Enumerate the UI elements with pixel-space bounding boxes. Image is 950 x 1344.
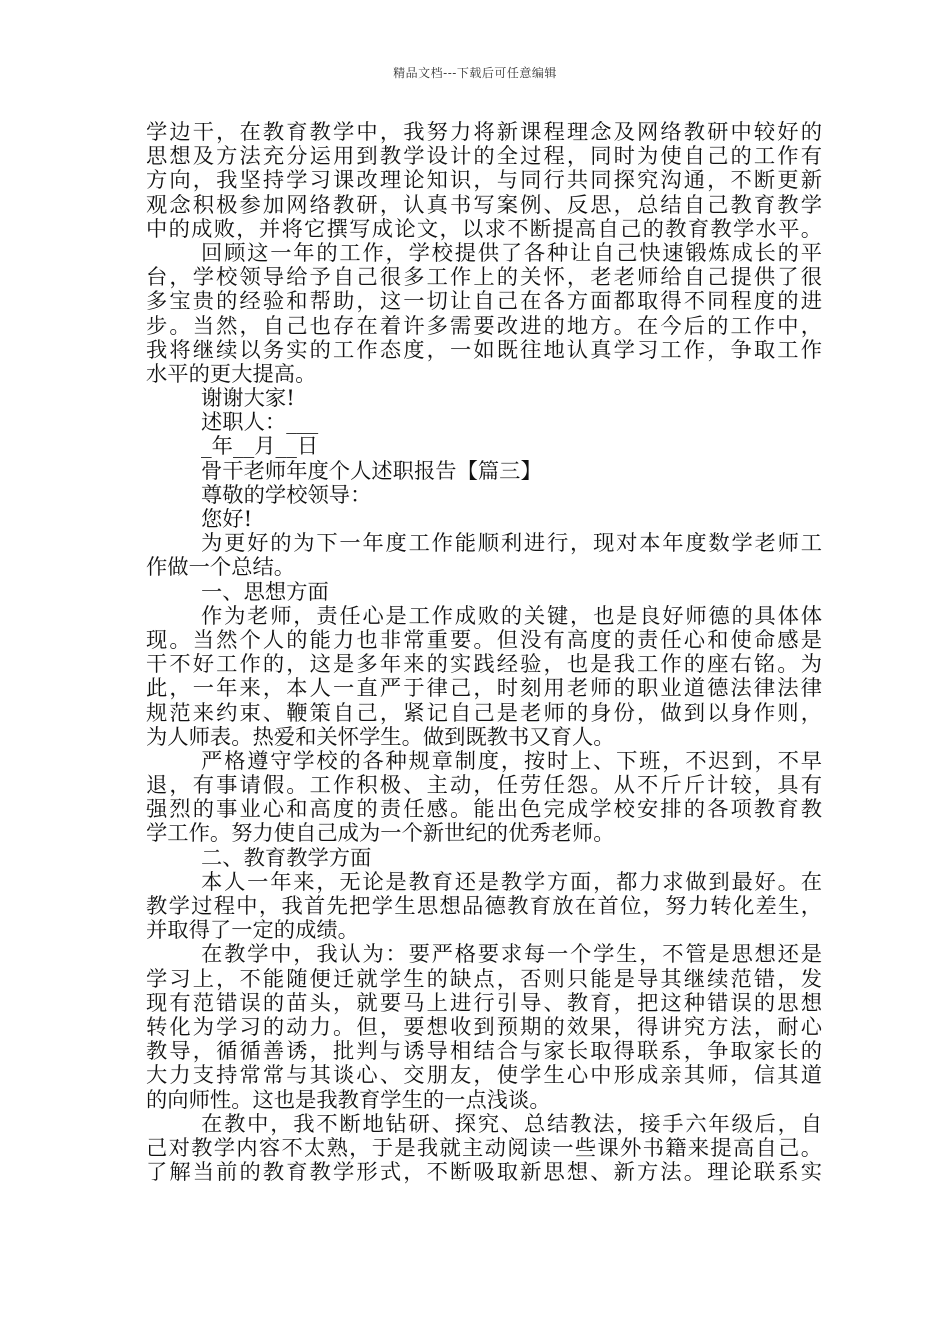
text-line: 并取得了一定的成绩。 — [146, 918, 359, 944]
text-line: 干不好工作的，这是多年来的实践经验，也是我工作的座右铭。为 — [146, 653, 822, 678]
text-line: 大力支持常常与其谈心、交朋友，使学生心中形成亲其师，信其道 — [146, 1064, 822, 1089]
text-line: 述职人：___ — [201, 410, 319, 436]
text-line: 退，有事请假。工作积极、主动，任劳任怨。从不斤斤计较，具有 — [146, 774, 822, 799]
text-line: 己对教学内容不太熟，于是我就主动阅读一些课外书籍来提高自己。 — [146, 1136, 822, 1161]
text-line: 学工作。努力使自己成为一个新世纪的优秀老师。 — [146, 821, 615, 847]
text-line: 规范来约束、鞭策自己，紧记自己是老师的身份，做到以身作则， — [146, 701, 822, 726]
text-line: 严格遵守学校的各种规章制度，按时上、下班，不迟到，不早 — [201, 749, 822, 774]
text-line: 谢谢大家! — [201, 386, 295, 412]
text-line: 学习上，不能随便迁就学生的缺点，否则只能是导其继续范错，发 — [146, 967, 822, 992]
text-line: 一、思想方面 — [201, 579, 329, 605]
text-line: 学边干，在教育教学中，我努力将新课程理念及网络教研中较好的 — [146, 121, 822, 145]
text-line: 台，学校领导给予自己很多工作上的关怀，老老师给自己提供了很 — [146, 266, 822, 291]
text-line: 现。当然个人的能力也非常重要。但没有高度的责任心和使命感是 — [146, 628, 822, 653]
text-line: 转化为学习的动力。但，要想收到预期的效果，得讲究方法，耐心 — [146, 1015, 822, 1040]
text-line: 我将继续以务实的工作态度，一如既往地认真学习工作，争取工作 — [146, 338, 822, 363]
text-line: 二、教育教学方面 — [201, 845, 372, 871]
text-line: 在教中，我不断地钻研、探究、总结教法，接手六年级后，自 — [201, 1112, 822, 1137]
document-body — [146, 121, 822, 1185]
text-line: 在教学中，我认为：要严格要求每一个学生，不管是思想还是 — [201, 943, 822, 968]
text-line: 教学过程中，我首先把学生思想品德教育放在首位，努力转化差生， — [146, 895, 822, 919]
text-line: 骨干老师年度个人述职报告【篇三】 — [201, 458, 542, 484]
text-line: 多宝贵的经验和帮助，这一切让自己在各方面都取得不同程度的进 — [146, 290, 822, 315]
text-line: 回顾这一年的工作，学校提供了各种让自己快速锻炼成长的平 — [201, 241, 822, 266]
text-line: 本人一年来，无论是教育还是教学方面，都力求做到最好。在 — [201, 870, 822, 895]
text-line: 了解当前的教育教学形式，不断吸取新思想、新方法。理论联系实 — [146, 1161, 822, 1186]
text-line: 此，一年来，本人一直严于律己，时刻用老师的职业道德法律法律 — [146, 677, 822, 702]
text-line: 强烈的事业心和高度的责任感。能出色完成学校安排的各项教育教 — [146, 798, 822, 823]
text-line: 水平的更大提高。 — [146, 361, 317, 387]
text-line: 为人师表。热爱和关怀学生。做到既教书又育人。 — [146, 724, 615, 750]
text-line: _年__月__日 — [201, 434, 319, 460]
text-line: 的向师性。这也是我教育学生的一点浅谈。 — [146, 1087, 551, 1113]
text-line: 教导，循循善诱，批判与诱导相结合与家长取得联系，争取家长的 — [146, 1040, 822, 1065]
page-header: 精品文档---下载后可任意编辑 — [393, 66, 557, 80]
text-line: 步。当然，自己也存在着许多需要改进的地方。在今后的工作中， — [146, 314, 822, 339]
text-line: 方向，我坚持学习课改理论知识，与同行共同探究沟通，不断更新 — [146, 169, 822, 194]
text-line: 思想及方法充分运用到教学设计的全过程，同时为使自己的工作有 — [146, 145, 822, 170]
text-line: 为更好的为下一年度工作能顺利进行，现对本年度数学老师工 — [201, 532, 822, 557]
text-line: 中的成败，并将它撰写成论文，以求不断提高自己的教育教学水平。 — [146, 217, 822, 242]
text-line: 尊敬的学校领导： — [201, 482, 372, 508]
text-line: 作为老师，责任心是工作成败的关键，也是良好师德的具体体 — [201, 604, 822, 629]
text-line: 作做一个总结。 — [146, 555, 296, 581]
text-line: 您好! — [201, 507, 253, 532]
text-line: 现有范错误的苗头，就要马上进行引导、教育，把这种错误的思想 — [146, 991, 822, 1016]
text-line: 观念积极参加网络教研，认真书写案例、反思，总结自己教育教学 — [146, 193, 822, 218]
